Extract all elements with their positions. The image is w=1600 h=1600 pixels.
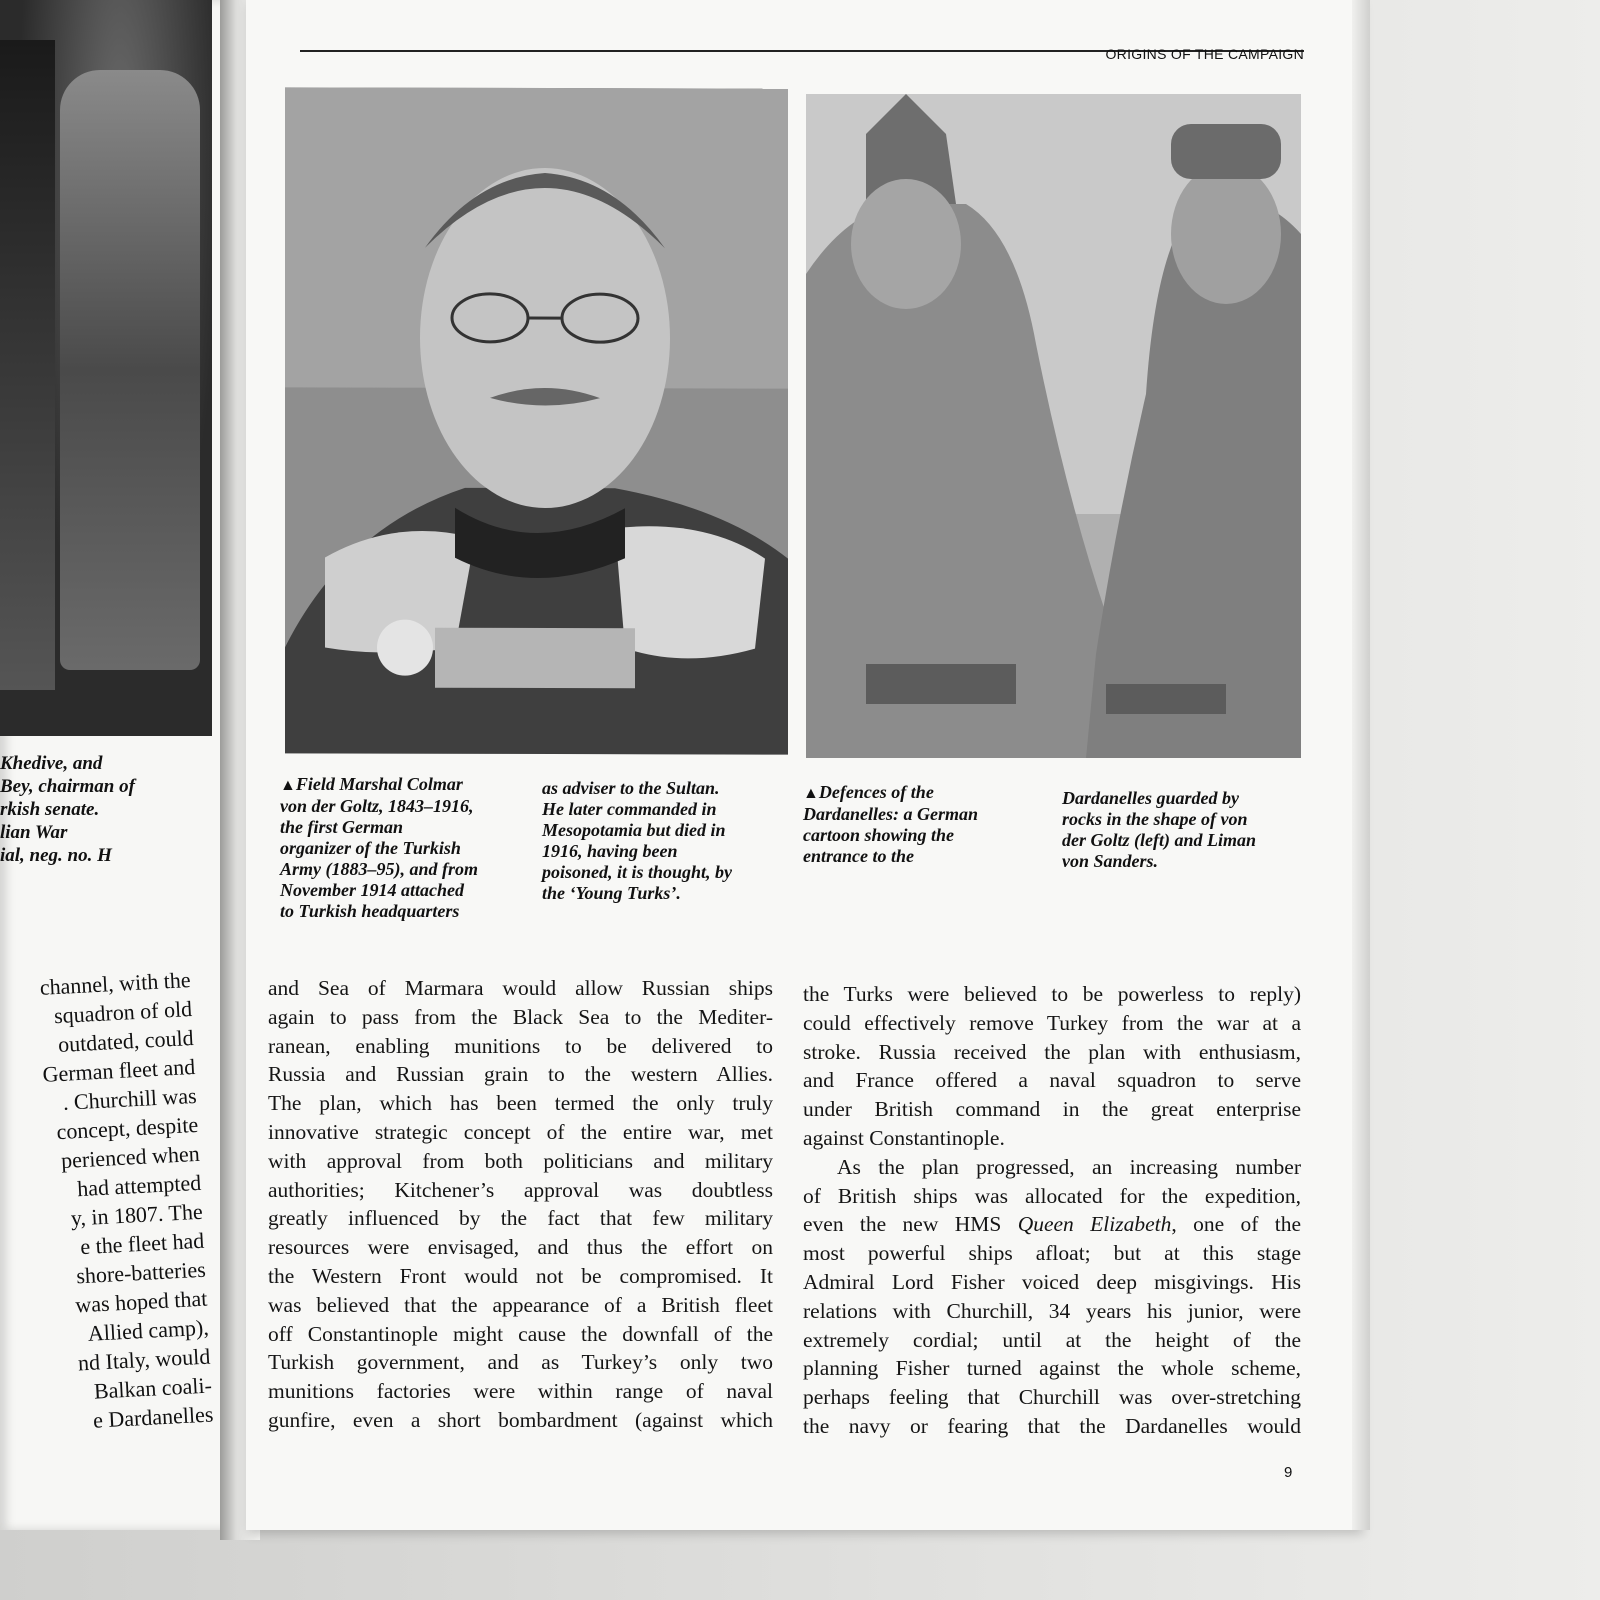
dardanelles-cartoon-image: [806, 94, 1301, 758]
body-line: extremely cordial; until at the height of the: [803, 1327, 1301, 1352]
caption-line: Khedive, and: [0, 753, 103, 774]
caption-line: Defences of the: [818, 782, 934, 802]
caption-line: der Goltz (left) and Liman: [1062, 830, 1256, 850]
body-line: authorities; Kitchener’s approval was doubtless: [268, 1177, 773, 1202]
body-line: again to pass from the Black Sea to the Mediter-: [268, 1004, 773, 1029]
body-line: e Dardanelles: [92, 1401, 214, 1433]
body-line: and France offered a naval squadron to serve: [803, 1068, 1301, 1093]
cartoon-illustration: [806, 94, 1301, 758]
body-line: could effectively remove Turkey from the war at a: [803, 1010, 1301, 1035]
caption-marker-icon: ▲: [803, 785, 819, 802]
body-line: Balkan coali-: [93, 1372, 213, 1404]
body-line: German fleet and: [41, 1053, 196, 1087]
body-line: greatly influenced by the fact that few military: [268, 1206, 773, 1231]
body-line: squadron of old: [53, 996, 193, 1029]
caption-line: von Sanders.: [1062, 851, 1159, 871]
caption-line: organizer of the Turkish: [280, 838, 461, 858]
left-page-photo: [0, 0, 212, 736]
left-page-body-text: [0, 965, 214, 1438]
body-line: stroke. Russia received the plan with enthusiasm,: [803, 1039, 1301, 1064]
body-line: outdated, could: [57, 1024, 195, 1058]
photo-figure: [60, 70, 200, 670]
caption-line: rocks in the shape of von: [1062, 809, 1248, 829]
body-line: innovative strategic concept of the entire war, met: [268, 1119, 773, 1144]
body-line: off Constantinople might cause the downfall of the: [268, 1321, 773, 1346]
body-line: was hoped that: [74, 1285, 208, 1318]
caption-marker-icon: ▲: [280, 777, 296, 794]
caption-line: Bey, chairman of: [0, 776, 135, 797]
body-line: perhaps feeling that Churchill was over-stretching: [803, 1385, 1301, 1410]
caption-line: 1916, having been: [542, 841, 678, 861]
caption-line: Army (1883–95), and from: [280, 859, 478, 879]
goltz-caption-col2: [542, 778, 732, 904]
body-line: shore-batteries: [75, 1256, 207, 1289]
body-line: The plan, which has been termed the only truly: [268, 1091, 773, 1116]
body-line: relations with Churchill, 34 years his junior, were: [803, 1298, 1301, 1323]
body-line: perienced when: [60, 1140, 201, 1174]
body-line: Allied camp),: [87, 1314, 210, 1346]
caption-line: Dardanelles guarded by: [1062, 788, 1239, 808]
page-edge: [1352, 0, 1370, 1530]
caption-line: entrance to the: [803, 846, 914, 866]
caption-line: lian War: [0, 822, 68, 843]
portrait-illustration: [285, 87, 788, 754]
body-line: y, in 1807. The: [70, 1198, 204, 1231]
body-line: As the plan progressed, an increasing number: [837, 1154, 1301, 1179]
caption-line: He later commanded in: [542, 799, 717, 819]
caption-line: Mesopotamia but died in: [542, 820, 726, 840]
body-line: nd Italy, would: [77, 1343, 211, 1376]
caption-line: to Turkish headquarters: [280, 901, 460, 921]
body-line: the Western Front would not be compromised. It: [268, 1263, 773, 1288]
body-line: the navy or fearing that the Dardanelles would: [803, 1413, 1301, 1438]
goltz-portrait-photo: [285, 87, 788, 754]
body-column-2: [803, 980, 1301, 1441]
caption-line: Dardanelles: a German: [803, 804, 978, 824]
caption-line: as adviser to the Sultan.: [542, 778, 720, 798]
body-line: ranean, enabling munitions to be delivered to: [268, 1033, 773, 1058]
caption-line: von der Goltz, 1843–1916,: [280, 796, 474, 816]
cartoon-caption-col1: [803, 782, 978, 867]
body-line: Admiral Lord Fisher voiced deep misgivings. His: [803, 1269, 1301, 1294]
caption-line: Field Marshal Colmar: [295, 774, 463, 794]
body-line: most powerful ships afloat; but at this stage: [803, 1241, 1301, 1266]
body-text: even the new HMS: [803, 1212, 1002, 1237]
left-page: [0, 0, 228, 1530]
body-line: and Sea of Marmara would allow Russian ships: [268, 976, 773, 1000]
caption-line: November 1914 attached: [280, 880, 464, 900]
body-line-with-ship-name: [803, 1210, 1301, 1239]
body-line: e the fleet had: [79, 1227, 205, 1260]
caption-line: cartoon showing the: [803, 825, 955, 845]
body-line: was believed that the appearance of a British fleet: [268, 1292, 773, 1317]
left-page-caption: [0, 752, 210, 867]
caption-line: ial, neg. no. H: [0, 845, 112, 866]
body-line: the Turks were believed to be powerless to reply): [803, 982, 1301, 1006]
body-line: had attempted: [76, 1169, 202, 1202]
body-line: Turkish government, and as Turkey’s only two: [268, 1350, 773, 1375]
body-line: with approval from both politicians and military: [268, 1148, 773, 1173]
body-line: against Constantinople.: [803, 1125, 1005, 1150]
body-line: under British command in the great enterprise: [803, 1097, 1301, 1122]
body-column-1: [268, 974, 773, 1435]
body-line: planning Fisher turned against the whole scheme,: [803, 1356, 1301, 1381]
body-line: . Churchill was: [62, 1082, 198, 1115]
ship-name: Queen Elizabeth: [1017, 1212, 1172, 1237]
body-line: munitions factories were within range of naval: [268, 1379, 773, 1404]
caption-line: poisoned, it is thought, by: [542, 862, 733, 882]
page-number: 9: [1284, 1464, 1293, 1481]
body-line: concept, despite: [55, 1111, 199, 1145]
body-line: Russia and Russian grain to the western Allies.: [268, 1062, 773, 1087]
caption-line: rkish senate.: [0, 799, 100, 820]
body-line: channel, with the: [39, 967, 192, 1000]
photo-figure-shadow: [0, 40, 55, 690]
running-head: ORIGINS OF THE CAMPAIGN: [1105, 46, 1304, 62]
caption-line: the first German: [280, 817, 404, 837]
cartoon-caption-col2: [1062, 788, 1256, 872]
body-line: gunfire, even a short bombardment (against which: [268, 1407, 773, 1432]
caption-line: the ‘Young Turks’.: [542, 883, 681, 903]
body-line: of British ships was allocated for the expedition,: [803, 1183, 1301, 1208]
body-line: resources were envisaged, and thus the effort on: [268, 1235, 773, 1260]
body-text: , one of the: [1171, 1212, 1301, 1237]
goltz-caption-col1: [280, 774, 478, 922]
